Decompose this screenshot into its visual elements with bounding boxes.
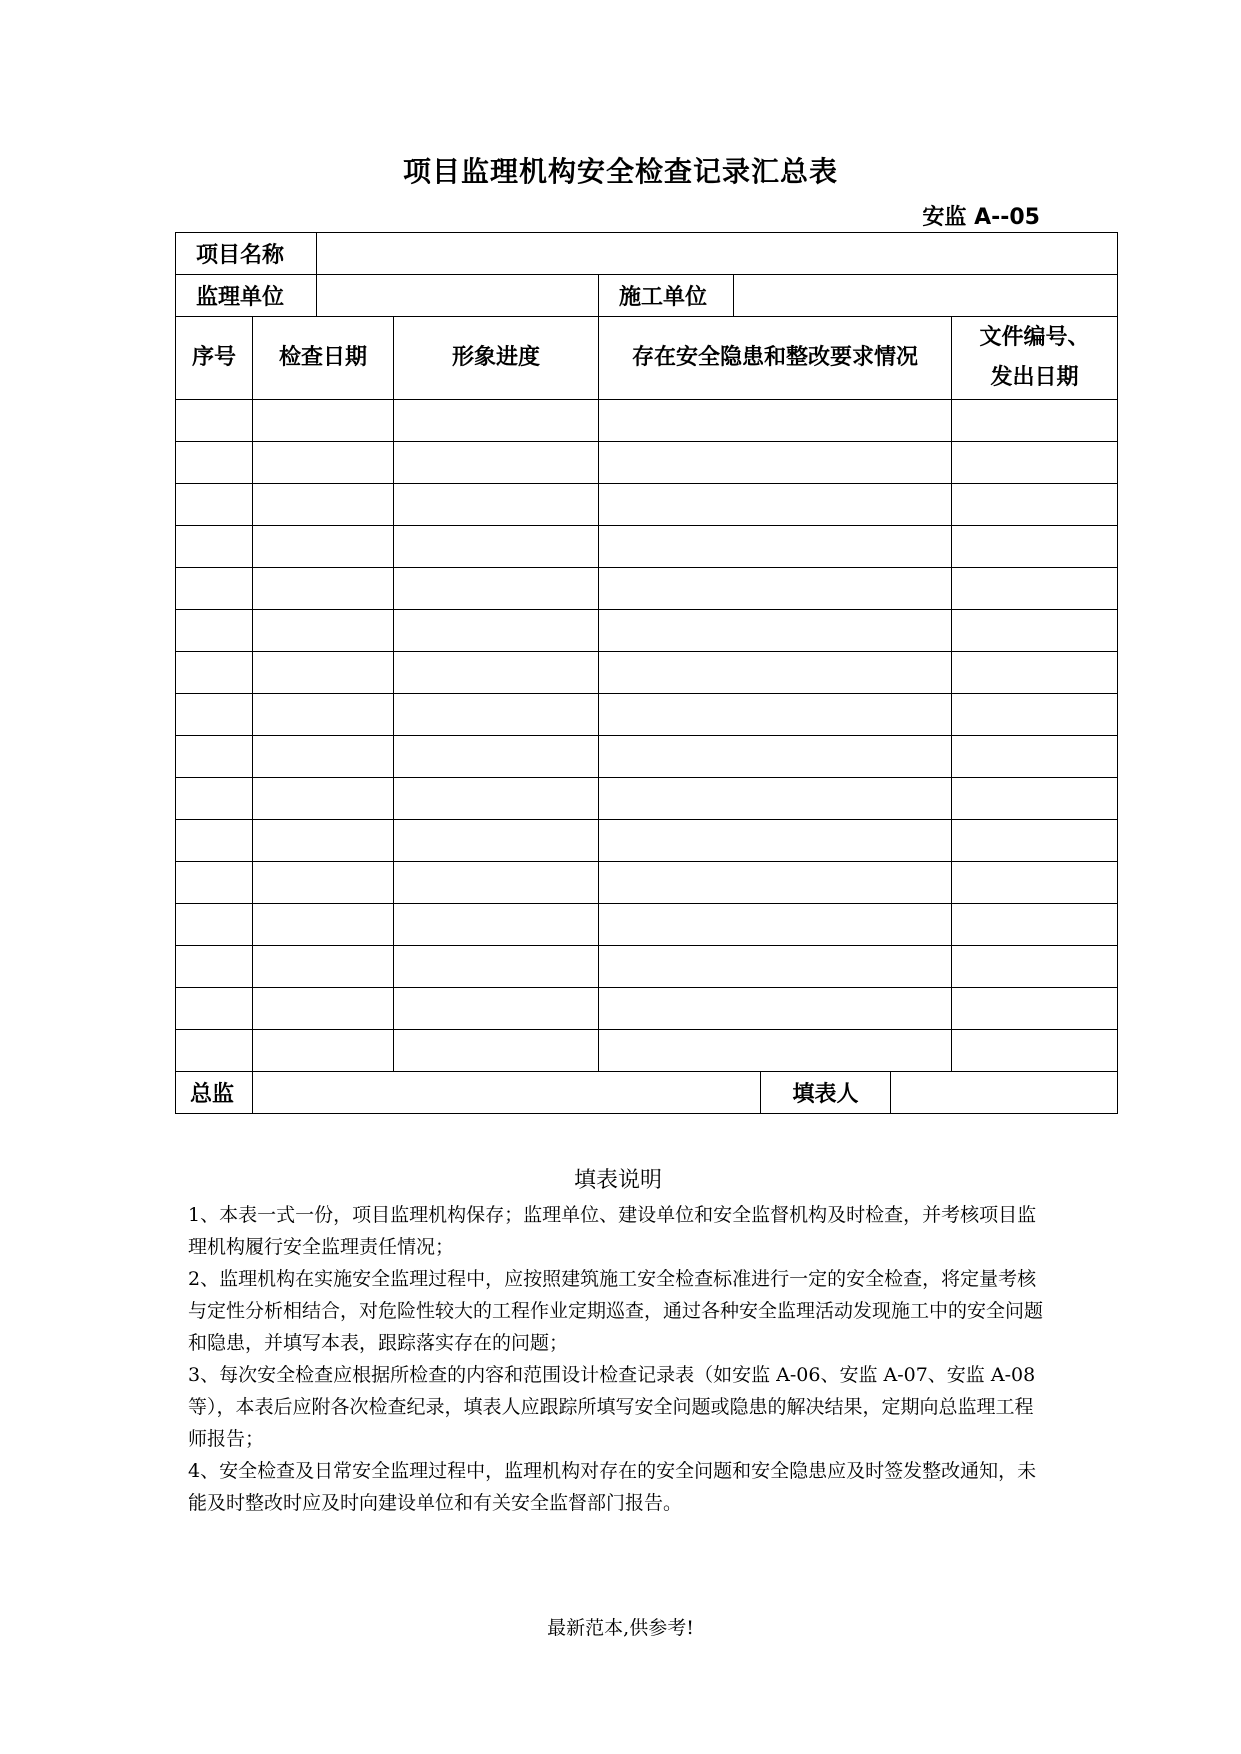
progress-cell[interactable] bbox=[394, 1030, 599, 1072]
hazards-cell[interactable] bbox=[599, 820, 952, 862]
col-doc-no-line2: 发出日期 bbox=[990, 365, 1079, 390]
col-hazards-header: 存在安全隐患和整改要求情况 bbox=[599, 317, 952, 400]
seq-cell[interactable] bbox=[176, 484, 253, 526]
footer-note: 最新范本,供参考! bbox=[547, 1617, 694, 1639]
construction-unit-label: 施工单位 bbox=[599, 275, 734, 317]
doc-no-cell[interactable] bbox=[952, 652, 1118, 694]
table-row bbox=[176, 652, 1118, 694]
record-table bbox=[175, 232, 1118, 1114]
table-row bbox=[176, 862, 1118, 904]
col-progress-header: 形象进度 bbox=[394, 317, 599, 400]
seq-cell[interactable] bbox=[176, 442, 253, 484]
doc-no-cell[interactable] bbox=[952, 610, 1118, 652]
chief-supervisor-field[interactable] bbox=[253, 1072, 761, 1114]
project-name-label: 项目名称 bbox=[176, 233, 317, 275]
progress-cell[interactable] bbox=[394, 400, 599, 442]
supervision-unit-field[interactable] bbox=[317, 275, 599, 317]
construction-unit-field[interactable] bbox=[734, 275, 1118, 317]
instruction-item: 3、每次安全检查应根据所检查的内容和范围设计检查记录表（如安监 A-06、安监 A-07、安监 A-08 等），本表后应附各次检查纪录，填表人应跟踪所填写安全问题或隐患的解决结果，定期向总监理工程师报告； bbox=[188, 1364, 1036, 1450]
page-title: 项目监理机构安全检查记录汇总表 bbox=[402, 155, 838, 188]
seq-cell[interactable] bbox=[176, 988, 253, 1030]
hazards-cell[interactable] bbox=[599, 568, 952, 610]
table-row bbox=[176, 946, 1118, 988]
check-date-cell[interactable] bbox=[253, 694, 394, 736]
seq-cell[interactable] bbox=[176, 652, 253, 694]
progress-cell[interactable] bbox=[394, 484, 599, 526]
col-doc-no-line1: 文件编号、 bbox=[979, 325, 1090, 350]
check-date-cell[interactable] bbox=[253, 946, 394, 988]
seq-cell[interactable] bbox=[176, 862, 253, 904]
instruction-item: 1、本表一式一份，项目监理机构保存；监理单位、建设单位和安全监督机构及时检查，并考核项目监理机构履行安全监理责任情况； bbox=[188, 1204, 1037, 1258]
doc-no-cell[interactable] bbox=[952, 400, 1118, 442]
units-row bbox=[176, 275, 1118, 317]
progress-cell[interactable] bbox=[394, 526, 599, 568]
signature-row bbox=[176, 1072, 1118, 1114]
seq-cell[interactable] bbox=[176, 736, 253, 778]
doc-no-cell[interactable] bbox=[952, 904, 1118, 946]
doc-no-cell[interactable] bbox=[952, 694, 1118, 736]
hazards-cell[interactable] bbox=[599, 400, 952, 442]
check-date-cell[interactable] bbox=[253, 652, 394, 694]
hazards-cell[interactable] bbox=[599, 652, 952, 694]
check-date-cell[interactable] bbox=[253, 736, 394, 778]
progress-cell[interactable] bbox=[394, 862, 599, 904]
hazards-cell[interactable] bbox=[599, 988, 952, 1030]
seq-cell[interactable] bbox=[176, 400, 253, 442]
check-date-cell[interactable] bbox=[253, 400, 394, 442]
table-row bbox=[176, 820, 1118, 862]
col-seq-header: 序号 bbox=[176, 317, 253, 400]
progress-cell[interactable] bbox=[394, 652, 599, 694]
progress-cell[interactable] bbox=[394, 442, 599, 484]
progress-cell[interactable] bbox=[394, 736, 599, 778]
doc-no-cell[interactable] bbox=[952, 862, 1118, 904]
filled-by-field[interactable] bbox=[891, 1072, 1118, 1114]
col-check-date-header: 检查日期 bbox=[253, 317, 394, 400]
instruction-item: 2、监理机构在实施安全监理过程中，应按照建筑施工安全检查标准进行一定的安全检查，将定量考核与定性分析相结合，对危险性较大的工程作业定期巡查，通过各种安全监理活动发现施工中的安全问题和隐患，并填写本表，跟踪落实存在的问题； bbox=[188, 1268, 1044, 1354]
table-row bbox=[176, 736, 1118, 778]
supervision-unit-label: 监理单位 bbox=[176, 275, 317, 317]
hazards-cell[interactable] bbox=[599, 862, 952, 904]
seq-cell[interactable] bbox=[176, 778, 253, 820]
progress-cell[interactable] bbox=[394, 568, 599, 610]
check-date-cell[interactable] bbox=[253, 484, 394, 526]
check-date-cell[interactable] bbox=[253, 1030, 394, 1072]
progress-cell[interactable] bbox=[394, 820, 599, 862]
filled-by-label: 填表人 bbox=[761, 1072, 891, 1114]
table-row bbox=[176, 610, 1118, 652]
table-row bbox=[176, 526, 1118, 568]
table-row bbox=[176, 1030, 1118, 1072]
doc-no-cell[interactable] bbox=[952, 736, 1118, 778]
hazards-cell[interactable] bbox=[599, 442, 952, 484]
seq-cell[interactable] bbox=[176, 820, 253, 862]
table-row bbox=[176, 568, 1118, 610]
seq-cell[interactable] bbox=[176, 904, 253, 946]
doc-no-cell[interactable] bbox=[952, 526, 1118, 568]
hazards-cell[interactable] bbox=[599, 1030, 952, 1072]
col-doc-no-header bbox=[952, 317, 1118, 400]
seq-cell[interactable] bbox=[176, 526, 253, 568]
form-code: 安监 A--05 bbox=[922, 205, 1040, 230]
check-date-cell[interactable] bbox=[253, 904, 394, 946]
doc-no-cell[interactable] bbox=[952, 442, 1118, 484]
check-date-cell[interactable] bbox=[253, 568, 394, 610]
hazards-cell[interactable] bbox=[599, 946, 952, 988]
progress-cell[interactable] bbox=[394, 778, 599, 820]
hazards-cell[interactable] bbox=[599, 610, 952, 652]
table-row bbox=[176, 904, 1118, 946]
chief-supervisor-label: 总监 bbox=[176, 1072, 253, 1114]
hazards-cell[interactable] bbox=[599, 904, 952, 946]
doc-no-cell[interactable] bbox=[952, 946, 1118, 988]
doc-no-cell[interactable] bbox=[952, 988, 1118, 1030]
table-row bbox=[176, 442, 1118, 484]
check-date-cell[interactable] bbox=[253, 988, 394, 1030]
seq-cell[interactable] bbox=[176, 694, 253, 736]
check-date-cell[interactable] bbox=[253, 442, 394, 484]
doc-no-cell[interactable] bbox=[952, 568, 1118, 610]
hazards-cell[interactable] bbox=[599, 526, 952, 568]
hazards-cell[interactable] bbox=[599, 694, 952, 736]
doc-no-cell[interactable] bbox=[952, 820, 1118, 862]
column-header-row bbox=[176, 317, 1118, 400]
hazards-cell[interactable] bbox=[599, 484, 952, 526]
doc-no-cell[interactable] bbox=[952, 1030, 1118, 1072]
doc-no-cell[interactable] bbox=[952, 484, 1118, 526]
check-date-cell[interactable] bbox=[253, 820, 394, 862]
hazards-cell[interactable] bbox=[599, 736, 952, 778]
progress-cell[interactable] bbox=[394, 904, 599, 946]
hazards-cell[interactable] bbox=[599, 778, 952, 820]
project-name-row bbox=[176, 233, 1118, 275]
progress-cell[interactable] bbox=[394, 988, 599, 1030]
table-row bbox=[176, 484, 1118, 526]
table-row bbox=[176, 778, 1118, 820]
table-row bbox=[176, 694, 1118, 736]
check-date-cell[interactable] bbox=[253, 526, 394, 568]
seq-cell[interactable] bbox=[176, 568, 253, 610]
check-date-cell[interactable] bbox=[253, 778, 394, 820]
instruction-item: 4、安全检查及日常安全监理过程中，监理机构对存在的安全问题和安全隐患应及时签发整改通知，未能及时整改时应及时向建设单位和有关安全监督部门报告。 bbox=[188, 1460, 1037, 1514]
instructions bbox=[188, 1165, 1048, 1519]
instructions-title: 填表说明 bbox=[573, 1168, 662, 1193]
table-row bbox=[176, 988, 1118, 1030]
seq-cell[interactable] bbox=[176, 946, 253, 988]
check-date-cell[interactable] bbox=[253, 610, 394, 652]
check-date-cell[interactable] bbox=[253, 862, 394, 904]
project-name-field[interactable] bbox=[317, 233, 1118, 275]
seq-cell[interactable] bbox=[176, 1030, 253, 1072]
doc-no-cell[interactable] bbox=[952, 778, 1118, 820]
seq-cell[interactable] bbox=[176, 610, 253, 652]
progress-cell[interactable] bbox=[394, 694, 599, 736]
progress-cell[interactable] bbox=[394, 610, 599, 652]
progress-cell[interactable] bbox=[394, 946, 599, 988]
table-row bbox=[176, 400, 1118, 442]
